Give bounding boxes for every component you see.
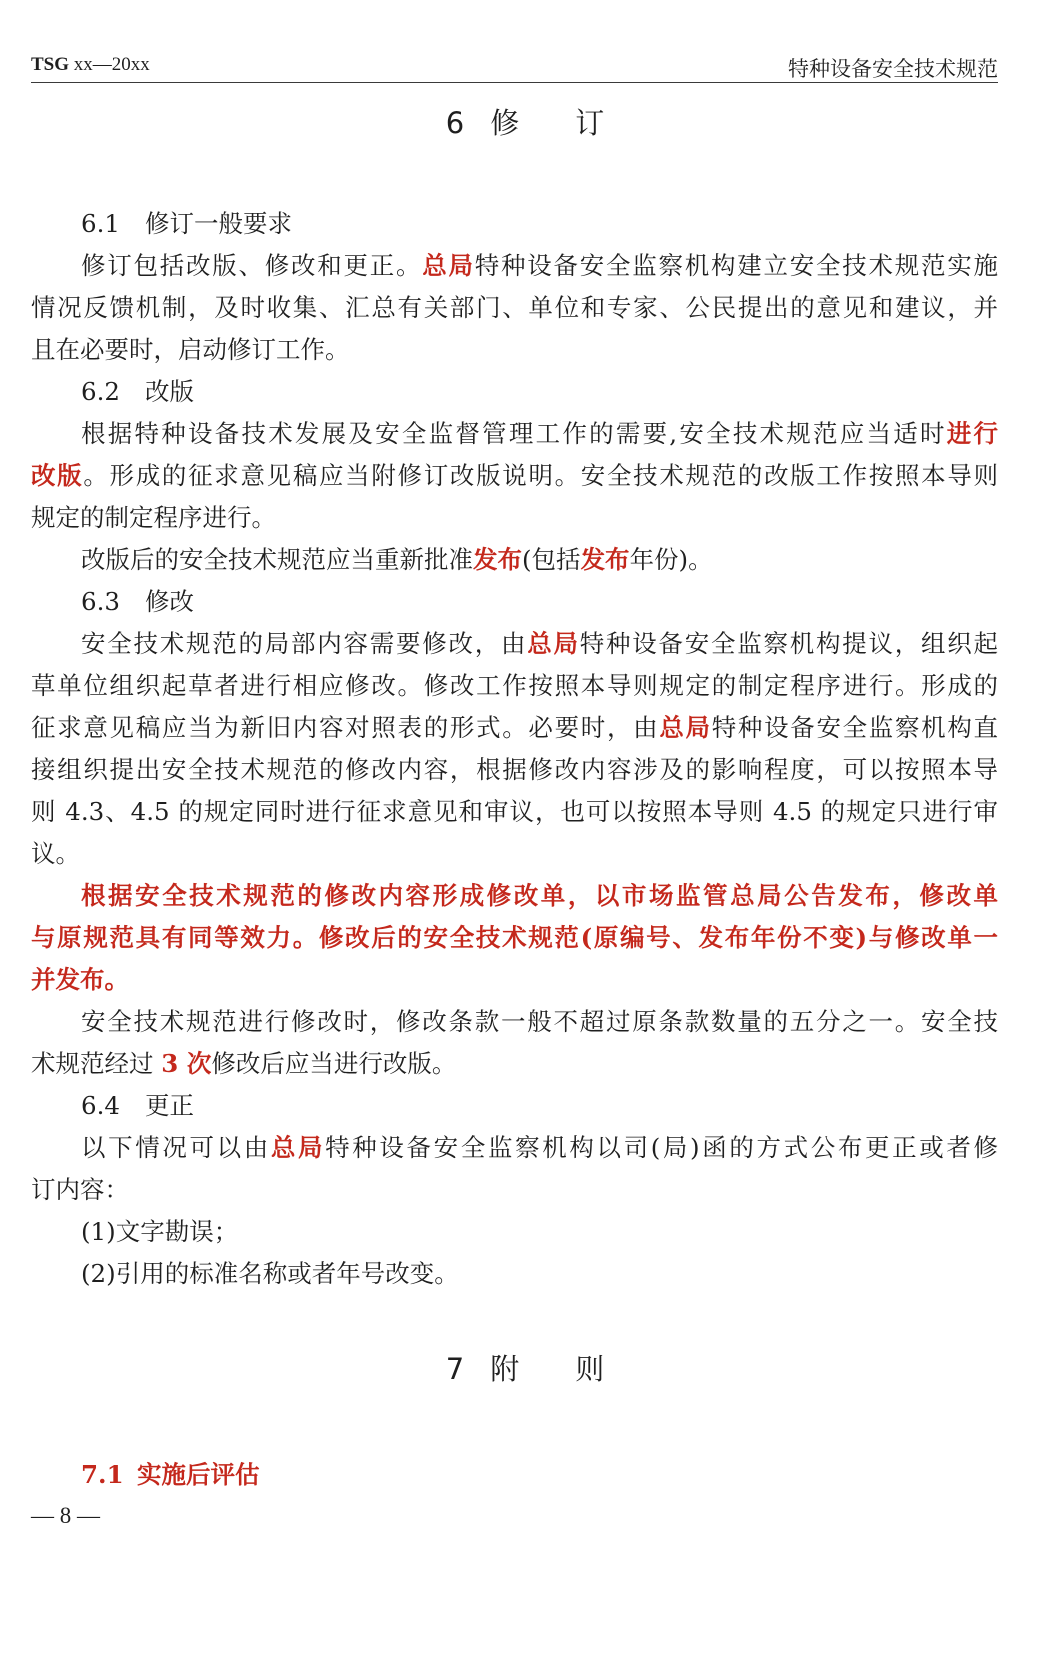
header-rule <box>31 82 998 83</box>
s64-para1-line1: 以下情况可以由总局特种设备安全监察机构以司(局)函的方式公布更正或者修 <box>81 1133 998 1162</box>
s63-para2-line2: 与原规范具有同等效力。修改后的安全技术规范(原编号、发布年份不变)与修改单一 <box>31 923 998 952</box>
s63-para3-line2: 术规范经过 3 次修改后应当进行改版。 <box>31 1049 457 1078</box>
section-6-4-heading <box>31 1085 998 1127</box>
section-7-1-number: 7.1 <box>81 1460 124 1489</box>
s63-para1-line5: 则 4.3、4.5 的规定同时进行征求意见和审议，也可以按照本导则 4.5 的规定只进行审 <box>31 797 998 826</box>
s63-para1-line1: 安全技术规范的局部内容需要修改，由总局特种设备安全监察机构提议，组织起 <box>81 629 998 658</box>
section-6-3-heading <box>31 581 998 623</box>
section-7-1-title: 实施后评估 <box>137 1460 260 1489</box>
s63-para2-line3: 并发布。 <box>31 965 129 994</box>
s64-para1-line2: 订内容： <box>31 1175 129 1204</box>
s61-para1-line2: 情况反馈机制，及时收集、汇总有关部门、单位和专家、公民提出的意见和建议，并 <box>31 293 998 322</box>
section-6-4-title: 更正 <box>145 1091 194 1120</box>
s62-para1-line2: 改版。形成的征求意见稿应当附修订改版说明。安全技术规范的改版工作按照本导则 <box>31 461 998 490</box>
chapter-7-title-char-1: 附 <box>490 1352 520 1386</box>
s61-para1-line3: 且在必要时，启动修订工作。 <box>31 335 350 364</box>
header-code <box>31 54 150 76</box>
section-6-2-title: 改版 <box>145 377 194 406</box>
section-6-2-heading <box>31 371 998 413</box>
chapter-6-title-char-2: 订 <box>575 106 605 140</box>
header-code-prefix: TSG <box>31 54 70 75</box>
s62-para2: 改版后的安全技术规范应当重新批准发布(包括发布年份)。 <box>81 545 713 574</box>
s63-para3-line1: 安全技术规范进行修改时，修改条款一般不超过原条款数量的五分之一。安全技 <box>81 1007 998 1036</box>
section-6-1-number: 6.1 <box>81 209 120 238</box>
chapter-7-title-char-2: 则 <box>575 1352 605 1386</box>
header-doc-title: 特种设备安全技术规范 <box>788 57 998 81</box>
section-7-1-heading <box>81 1456 260 1491</box>
section-6-3-title: 修改 <box>145 587 194 616</box>
s64-item-2: (2)引用的标准名称或者年号改变。 <box>81 1259 459 1288</box>
s63-para2-line1: 根据安全技术规范的修改内容形成修改单，以市场监管总局公告发布，修改单 <box>81 881 998 910</box>
s63-para1-line3: 征求意见稿应当为新旧内容对照表的形式。必要时，由总局特种设备安全监察机构直 <box>31 713 998 742</box>
header-code-suffix: xx—20xx <box>69 54 150 75</box>
section-6-1-heading <box>31 203 998 245</box>
s63-para1-line6: 议。 <box>31 839 80 868</box>
chapter-7-number: 7 <box>445 1352 465 1386</box>
section-6-4-number: 6.4 <box>81 1091 120 1120</box>
page-number: — 8 — <box>31 1503 100 1528</box>
chapter-6-body <box>31 203 998 1295</box>
section-6-3-number: 6.3 <box>81 587 120 616</box>
s61-para1-line1: 修订包括改版、修改和更正。总局特种设备安全监察机构建立安全技术规范实施 <box>81 251 998 280</box>
section-6-2-number: 6.2 <box>81 377 120 406</box>
chapter-6-title-char-1: 修 <box>490 106 520 140</box>
s63-para1-line2: 草单位组织起草者进行相应修改。修改工作按照本导则规定的制定程序进行。形成的 <box>31 671 998 700</box>
chapter-6-number: 6 <box>445 106 465 140</box>
s63-para1-line4: 接组织提出安全技术规范的修改内容，根据修改内容涉及的影响程度，可以按照本导 <box>31 755 998 784</box>
chapter-6-heading <box>0 101 1050 142</box>
s62-para1-line3: 规定的制定程序进行。 <box>31 503 276 532</box>
chapter-7-heading <box>0 1347 1050 1388</box>
s64-item-1: (1)文字勘误； <box>81 1217 239 1246</box>
section-6-1-title: 修订一般要求 <box>145 209 292 238</box>
s62-para1-line1: 根据特种设备技术发展及安全监督管理工作的需要,安全技术规范应当适时进行 <box>81 419 998 448</box>
